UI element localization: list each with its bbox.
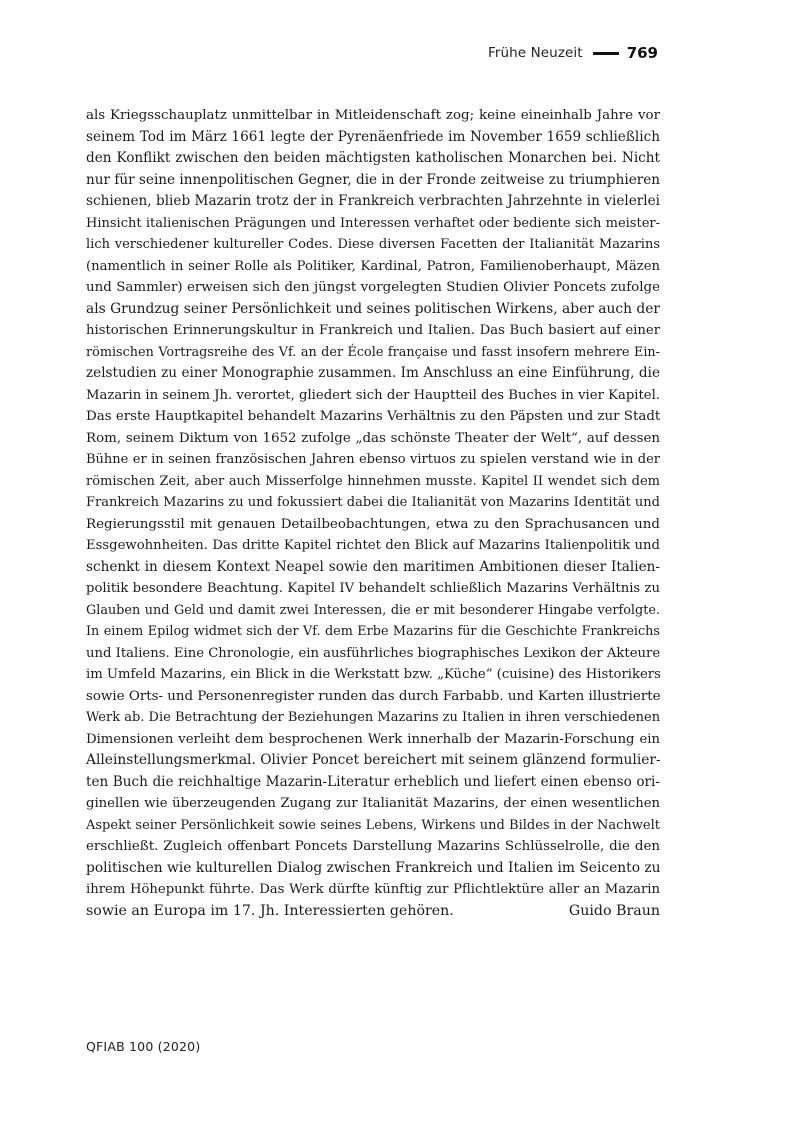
text-line: (namentlich in seiner Rolle als Politiker, Kardinal, Patron, Familienoberhaupt, Mäzen bbox=[86, 258, 660, 274]
review-body bbox=[86, 105, 660, 922]
final-line bbox=[86, 901, 660, 923]
text-line: Essgewohnheiten. Das dritte Kapitel richtet den Blick auf Mazarins Italienpolitik und bbox=[86, 538, 660, 553]
text-line: römischen Zeit, aber auch Misserfolge hinnehmen musste. Kapitel II wendet sich dem bbox=[86, 473, 660, 489]
final-sentence: sowie an Europa im 17. Jh. Interessierten gehören. bbox=[86, 902, 454, 919]
text-line: politischen wie kulturellen Dialog zwischen Frankreich und Italien im Seicento zu bbox=[86, 859, 661, 876]
text-line: In einem Epilog widmet sich der Vf. dem Erbe Mazarins für die Geschichte Frankreichs bbox=[86, 624, 660, 639]
text-line: den Konflikt zwischen den beiden mächtigsten katholischen Monarchen bei. Nicht bbox=[86, 150, 660, 166]
text-line: römischen Vortragsreihe des Vf. an der École française und fasst insofern mehrere Ein- bbox=[86, 344, 660, 360]
text-line: schenkt in diesem Kontext Neapel sowie den maritimen Ambitionen dieser Italien- bbox=[86, 558, 660, 575]
text-line: Mazarin in seinem Jh. verortet, gliedert sich der Hauptteil des Buches in vier Kapitel. bbox=[86, 387, 660, 403]
text-line: politik besondere Beachtung. Kapitel IV behandelt schließlich Mazarins Verhältnis zu bbox=[86, 581, 660, 596]
text-line: ihrem Höhepunkt führte. Das Werk dürfte künftig zur Pflichtlektüre aller an Mazarin bbox=[86, 882, 660, 897]
text-line: Aspekt seiner Persönlichkeit sowie seines Lebens, Wirkens und Bildes in der Nachwelt bbox=[86, 817, 660, 833]
text-line: im Umfeld Mazarins, ein Blick in die Werkstatt bzw. „Küche“ (cuisine) des Historikers bbox=[86, 667, 661, 682]
text-line: ginellen wie überzeugenden Zugang zur Italianität Mazarins, der einen wesentlichen bbox=[86, 796, 660, 811]
text-line: zelstudien zu einer Monographie zusammen. Im Anschluss an eine Einführung, die bbox=[86, 365, 660, 381]
text-line: Werk ab. Die Betrachtung der Beziehungen Mazarins zu Italien in ihren verschiedenen bbox=[86, 710, 661, 725]
header-rule bbox=[593, 52, 619, 55]
text-line: ten Buch die reichhaltige Mazarin-Literatur erheblich und liefert einen ebenso ori- bbox=[86, 773, 660, 790]
text-line: seinem Tod im März 1661 legte der Pyrenäenfriede im November 1659 schließlich bbox=[86, 128, 660, 145]
text-line: Das erste Hauptkapitel behandelt Mazarins Verhältnis zu den Päpsten und zur Stadt bbox=[86, 409, 661, 424]
text-line: erschließt. Zugleich offenbart Poncets Darstellung Mazarins Schlüsselrolle, die den bbox=[86, 839, 660, 854]
running-header bbox=[488, 44, 658, 62]
text-line: Bühne er in seinen französischen Jahren ebenso virtuos zu spielen verstand wie in der bbox=[86, 452, 660, 467]
text-line: als Grundzug seiner Persönlichkeit und seines politischen Wirkens, aber auch der bbox=[86, 300, 660, 317]
text-line: Alleinstellungsmerkmal. Olivier Poncet bereichert mit seinem glänzend formulier- bbox=[86, 752, 661, 768]
page-number: 769 bbox=[626, 44, 658, 62]
text-line: Dimensionen verleiht dem besprochenen Werk innerhalb der Mazarin-Forschung ein bbox=[86, 731, 660, 747]
text-line: historischen Erinnerungskultur in Frankreich und Italien. Das Buch basiert auf einer bbox=[86, 323, 660, 338]
section-title: Frühe Neuzeit bbox=[487, 45, 583, 61]
text-line: Rom, seinem Diktum von 1652 zufolge „das schönste Theater der Welt“, auf dessen bbox=[86, 430, 660, 446]
text-line: Frankreich Mazarins zu und fokussiert dabei die Italianität von Mazarins Identität und bbox=[86, 495, 660, 510]
text-line: als Kriegsschauplatz unmittelbar in Mitleidenschaft zog; keine eineinhalb Jahre vor bbox=[86, 108, 660, 123]
text-line: sowie Orts- und Personenregister runden das durch Farbabb. und Karten illustrierte bbox=[86, 688, 661, 704]
text-line: Hinsicht italienischen Prägungen und Interessen verhaftet oder bediente sich meister- bbox=[86, 215, 660, 231]
text-line: und Sammler) erweisen sich den jüngst vorgelegten Studien Olivier Poncets zufolge bbox=[86, 280, 660, 295]
review-author: Guido Braun bbox=[568, 902, 660, 919]
text-line: schienen, blieb Mazarin trotz der in Frankreich verbrachten Jahrzehnte in vielerlei bbox=[86, 193, 660, 209]
text-line: und Italiens. Eine Chronologie, ein ausführliches biographisches Lexikon der Akteure bbox=[86, 645, 661, 661]
text-line: Regierungsstil mit genauen Detailbeobachtungen, etwa zu den Sprachusancen und bbox=[86, 516, 660, 532]
journal-footer: QFIAB 100 (2020) bbox=[86, 1039, 201, 1054]
text-line: nur für seine innenpolitischen Gegner, die in der Fronde zeitweise zu triumphieren bbox=[86, 171, 661, 188]
text-line: Glauben und Geld und damit zwei Interessen, die er mit besonderer Hingabe verfolgte. bbox=[86, 602, 660, 618]
text-line: lich verschiedener kultureller Codes. Diese diversen Facetten der Italianität Mazarins bbox=[86, 237, 660, 252]
